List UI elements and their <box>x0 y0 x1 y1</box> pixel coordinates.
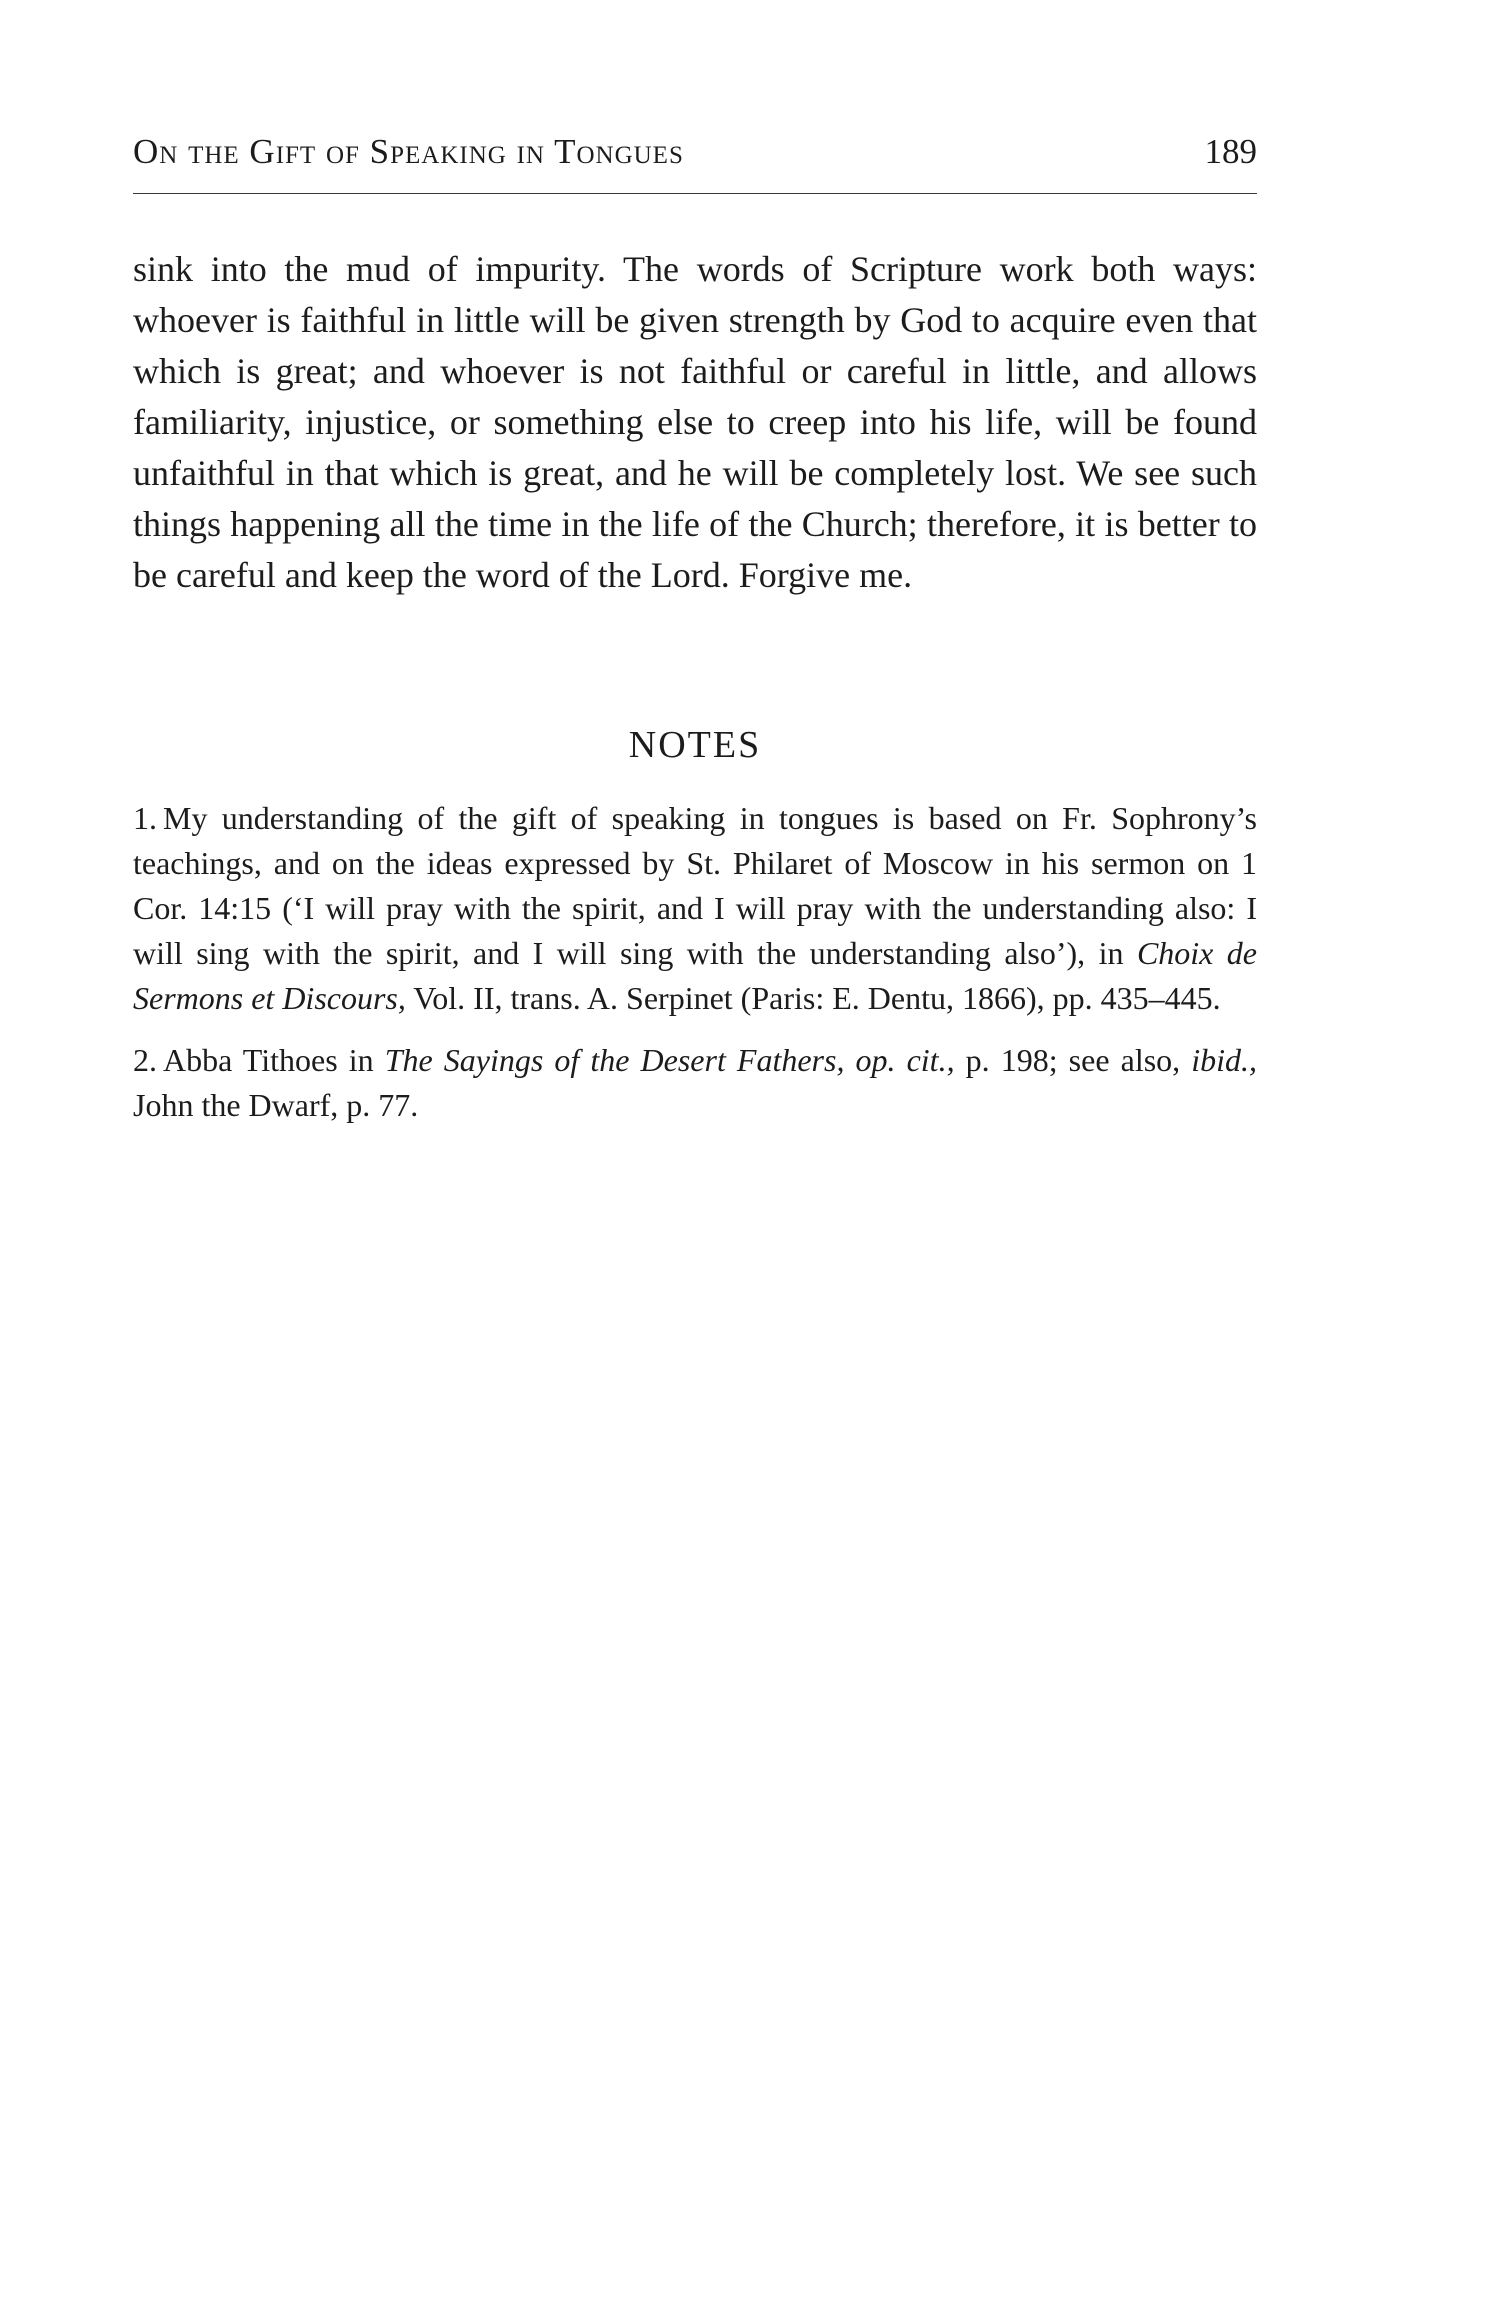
note-italic-title: The Sayings of the Desert Fathers, op. cit., <box>384 1042 955 1078</box>
note-text: p. 198; see also, <box>954 1042 1192 1078</box>
note-text: Vol. II, trans. A. Serpinet (Paris: E. Dentu, 1866), pp. 435–445. <box>405 980 1221 1016</box>
note-text: My understanding of the gift of speaking in tongues is based on Fr. Sophrony’s teachings, and on the ideas expressed by St. Philaret of Moscow in his sermon on 1 Cor. 14:15 (‘I will pray with the spirit, and I will pray with the understanding also: I will sing with the spirit, and I will sing with the understanding also’), in <box>133 800 1257 971</box>
note-item <box>133 796 1257 1021</box>
body-paragraph: sink into the mud of impurity. The words of Scripture work both ways: whoever is faithful in little will be given strength by God to acquire even that which is great; and whoever is not faithful or careful in little, and allows familiarity, injustice, or something else to creep into his life, will be found unfaithful in that which is great, and he will be completely lost. We see such things happening all the time in the life of the Church; therefore, it is better to be careful and keep the word of the Lord. Forgive me. <box>133 249 1257 595</box>
note-number: 2. <box>133 1042 157 1078</box>
notes-list <box>133 796 1257 1145</box>
page-number: 189 <box>1204 132 1257 171</box>
note-item <box>133 1038 1257 1128</box>
running-title: On the Gift of Speaking in Tongues <box>133 132 684 171</box>
note-italic-ibid: ibid., <box>1191 1042 1258 1078</box>
header-rule <box>133 193 1257 194</box>
body-text <box>133 244 1257 601</box>
note-text: Abba Tithoes in <box>163 1042 385 1078</box>
note-number: 1. <box>133 800 157 836</box>
running-head <box>133 126 1257 182</box>
notes-heading: NOTES <box>628 724 762 766</box>
note-italic-title: Choix de Sermons et Discours, <box>133 935 1258 1016</box>
note-text: John the Dwarf, p. 77. <box>133 1087 419 1123</box>
